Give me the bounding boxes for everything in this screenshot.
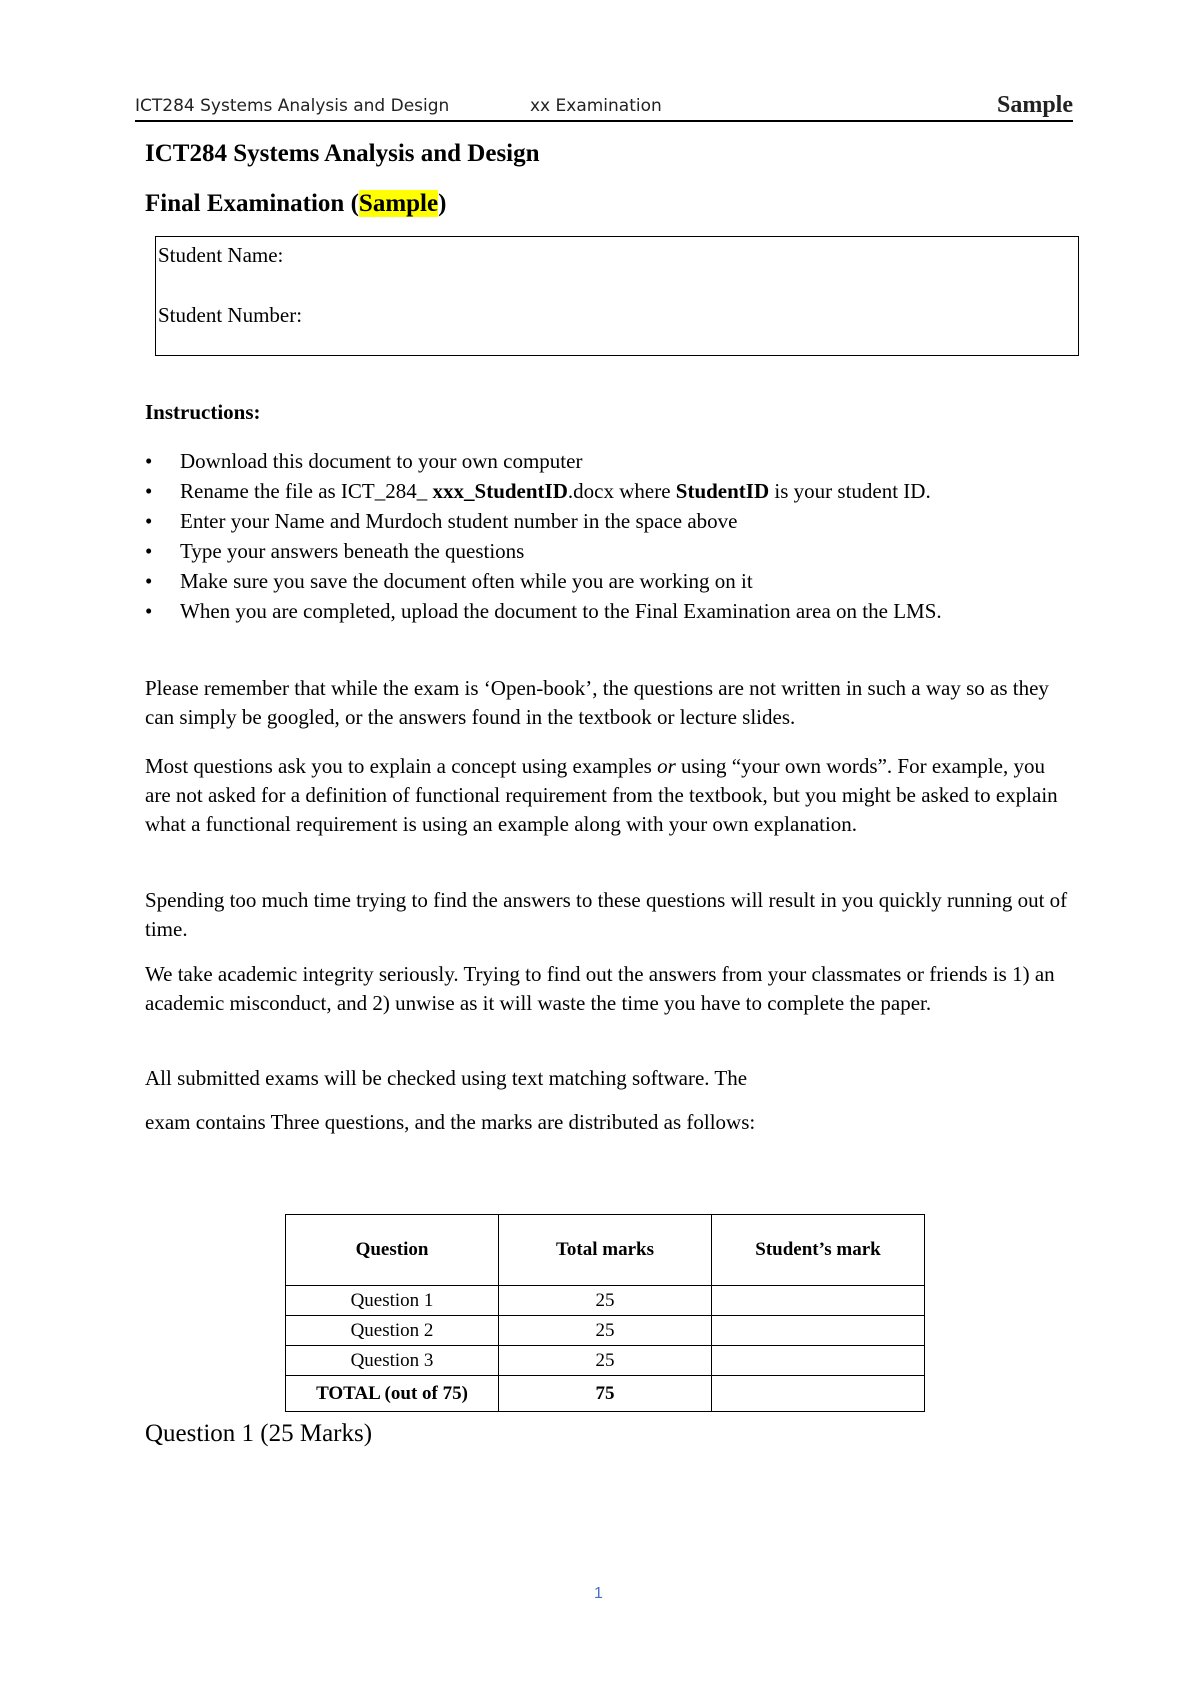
header-course: ICT284 Systems Analysis and Design (135, 96, 450, 116)
bullet-icon: • (145, 509, 153, 533)
table-row (286, 1346, 925, 1376)
rename-text-e: is your student ID. (769, 479, 931, 503)
examples-paragraph (145, 752, 1075, 839)
col-header-question: Question (286, 1215, 499, 1286)
student-mark-cell[interactable] (712, 1286, 925, 1316)
examples-text-b: using “your own words”. For example, you are not asked for a definition of functional requirement from the textbook, but you might be asked to explain what a functional requirement is using an example along with your own explanation. (145, 754, 1058, 836)
list-item (145, 566, 1075, 596)
rename-text-c: .docx where (567, 479, 676, 503)
total-marks-cell: 25 (499, 1346, 712, 1376)
list-item (145, 536, 1075, 566)
bullet-icon: • (145, 569, 153, 593)
bullet-icon: • (145, 539, 153, 563)
list-item (145, 596, 1075, 626)
student-info-box[interactable] (155, 236, 1079, 356)
total-marks-cell: 25 (499, 1316, 712, 1346)
header-exam: xx Examination (530, 96, 662, 116)
total-value-cell: 75 (499, 1376, 712, 1412)
student-name-label: Student Name: (158, 243, 284, 267)
rename-text-a: Rename the file as ICT_284_ (180, 479, 433, 503)
time-paragraph: Spending too much time trying to find the answers to these questions will result in you quickly running out of time. (145, 888, 1068, 941)
exam-title-suffix: ) (438, 190, 447, 217)
list-item (145, 476, 1075, 506)
table-header-row (286, 1215, 925, 1286)
list-item (145, 446, 1075, 476)
exam-title-prefix: Final Examination ( (145, 190, 359, 217)
total-student-mark-cell[interactable] (712, 1376, 925, 1412)
student-mark-cell[interactable] (712, 1346, 925, 1376)
examples-text-or: or (657, 754, 676, 778)
list-item-text: Type your answers beneath the questions (180, 539, 525, 563)
col-header-total-marks: Total marks (499, 1215, 712, 1286)
integrity-paragraph: We take academic integrity seriously. Trying to find out the answers from your classmates or friends is 1) an academic misconduct, and 2) unwise as it will waste the time you have to complete the paper. (145, 962, 1055, 1015)
list-item-text: Download this document to your own computer (180, 449, 583, 473)
table-total-row (286, 1376, 925, 1412)
list-item-text: Make sure you save the document often while you are working on it (180, 569, 753, 593)
list-item-text: Enter your Name and Murdoch student number in the space above (180, 509, 738, 533)
question-cell: Question 2 (286, 1316, 499, 1346)
student-mark-cell[interactable] (712, 1316, 925, 1346)
exam-title-highlight: Sample (358, 190, 439, 217)
question-cell: Question 1 (286, 1286, 499, 1316)
instructions-list (145, 446, 1075, 626)
total-marks-cell: 25 (499, 1286, 712, 1316)
rename-text-d: StudentID (675, 479, 770, 503)
question-1-heading: Question 1 (25 Marks) (145, 1420, 373, 1447)
open-book-paragraph: Please remember that while the exam is ‘Open-book’, the questions are not written in such a way so as they can simply be googled, or the answers found in the textbook or lecture slides. (145, 676, 1049, 729)
list-item-text: When you are completed, upload the document to the Final Examination area on the LMS. (180, 599, 942, 623)
bullet-icon: • (145, 599, 153, 623)
table-row (286, 1316, 925, 1346)
list-item (145, 506, 1075, 536)
exam-title (145, 190, 446, 218)
marks-table (285, 1214, 925, 1412)
col-header-student-mark: Student’s mark (712, 1215, 925, 1286)
student-number-label: Student Number: (158, 303, 303, 327)
page-number: 1 (594, 1585, 603, 1602)
marks-paragraph: exam contains Three questions, and the marks are distributed as follows: (145, 1110, 756, 1134)
course-title: ICT284 Systems Analysis and Design (145, 140, 540, 167)
header-sample: Sample (996, 92, 1073, 118)
rename-text-b: xxx_StudentID (432, 479, 568, 503)
question-cell: Question 3 (286, 1346, 499, 1376)
examples-text-a: Most questions ask you to explain a concept using examples (145, 754, 658, 778)
bullet-icon: • (145, 479, 153, 503)
table-row (286, 1286, 925, 1316)
instructions-heading: Instructions: (145, 400, 261, 424)
bullet-icon: • (145, 449, 153, 473)
matching-paragraph: All submitted exams will be checked using text matching software. The (145, 1066, 748, 1090)
page-header (135, 92, 1073, 122)
total-label-cell: TOTAL (out of 75) (286, 1376, 499, 1412)
